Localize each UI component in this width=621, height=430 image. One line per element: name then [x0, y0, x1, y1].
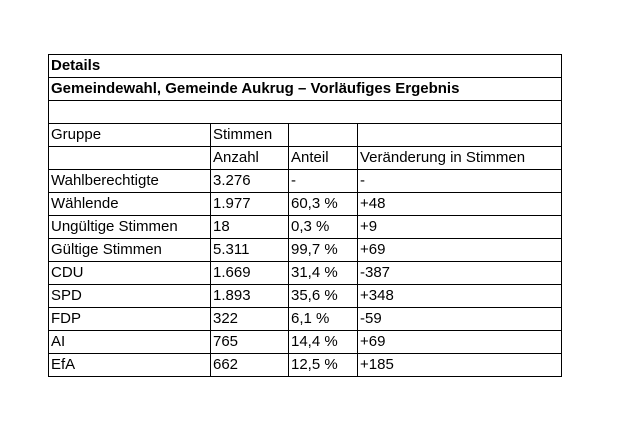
- cell-anzahl: 765: [211, 331, 289, 354]
- table-row: [49, 262, 562, 285]
- header-empty-1: [289, 124, 358, 147]
- cell-anteil: 31,4 %: [289, 262, 358, 285]
- cell-anteil: 0,3 %: [289, 216, 358, 239]
- cell-gruppe: EfA: [49, 354, 211, 377]
- cell-anzahl: 3.276: [211, 170, 289, 193]
- cell-veraenderung: +185: [358, 354, 562, 377]
- title-row: [49, 55, 562, 78]
- cell-anzahl: 322: [211, 308, 289, 331]
- cell-veraenderung: +348: [358, 285, 562, 308]
- table-row: [49, 354, 562, 377]
- table-row: [49, 170, 562, 193]
- cell-gruppe: AI: [49, 331, 211, 354]
- header-row-1: [49, 124, 562, 147]
- table-row: [49, 308, 562, 331]
- cell-veraenderung: +48: [358, 193, 562, 216]
- cell-veraenderung: +9: [358, 216, 562, 239]
- cell-anteil: 6,1 %: [289, 308, 358, 331]
- cell-anteil: 60,3 %: [289, 193, 358, 216]
- cell-gruppe: FDP: [49, 308, 211, 331]
- cell-gruppe: Ungültige Stimmen: [49, 216, 211, 239]
- cell-anzahl: 662: [211, 354, 289, 377]
- subtitle-row: [49, 78, 562, 101]
- cell-veraenderung: +69: [358, 331, 562, 354]
- cell-veraenderung: +69: [358, 239, 562, 262]
- spacer-row: [49, 101, 562, 124]
- cell-anteil: 35,6 %: [289, 285, 358, 308]
- table-row: [49, 285, 562, 308]
- header-empty-2: [358, 124, 562, 147]
- header-row-2: [49, 147, 562, 170]
- cell-veraenderung: -59: [358, 308, 562, 331]
- table-subtitle: Gemeindewahl, Gemeinde Aukrug – Vorläufiges Ergebnis: [49, 78, 562, 101]
- table-row: [49, 216, 562, 239]
- cell-anzahl: 1.977: [211, 193, 289, 216]
- cell-anteil: -: [289, 170, 358, 193]
- table-row: [49, 331, 562, 354]
- cell-anzahl: 5.311: [211, 239, 289, 262]
- header-anteil: Anteil: [289, 147, 358, 170]
- header-gruppe: Gruppe: [49, 124, 211, 147]
- header-veraenderung: Veränderung in Stimmen: [358, 147, 562, 170]
- table-row: [49, 239, 562, 262]
- header-anzahl: Anzahl: [211, 147, 289, 170]
- table-title: Details: [49, 55, 562, 78]
- cell-gruppe: SPD: [49, 285, 211, 308]
- cell-gruppe: Wahlberechtigte: [49, 170, 211, 193]
- cell-gruppe: CDU: [49, 262, 211, 285]
- cell-veraenderung: -: [358, 170, 562, 193]
- cell-anteil: 99,7 %: [289, 239, 358, 262]
- cell-gruppe: Wählende: [49, 193, 211, 216]
- cell-anteil: 14,4 %: [289, 331, 358, 354]
- header-stimmen: Stimmen: [211, 124, 289, 147]
- header-empty-3: [49, 147, 211, 170]
- results-sheet: [48, 54, 561, 377]
- cell-anzahl: 18: [211, 216, 289, 239]
- results-table: [48, 54, 562, 377]
- table-row: [49, 193, 562, 216]
- spacer-cell: [49, 101, 562, 124]
- cell-anteil: 12,5 %: [289, 354, 358, 377]
- cell-veraenderung: -387: [358, 262, 562, 285]
- cell-anzahl: 1.669: [211, 262, 289, 285]
- cell-anzahl: 1.893: [211, 285, 289, 308]
- cell-gruppe: Gültige Stimmen: [49, 239, 211, 262]
